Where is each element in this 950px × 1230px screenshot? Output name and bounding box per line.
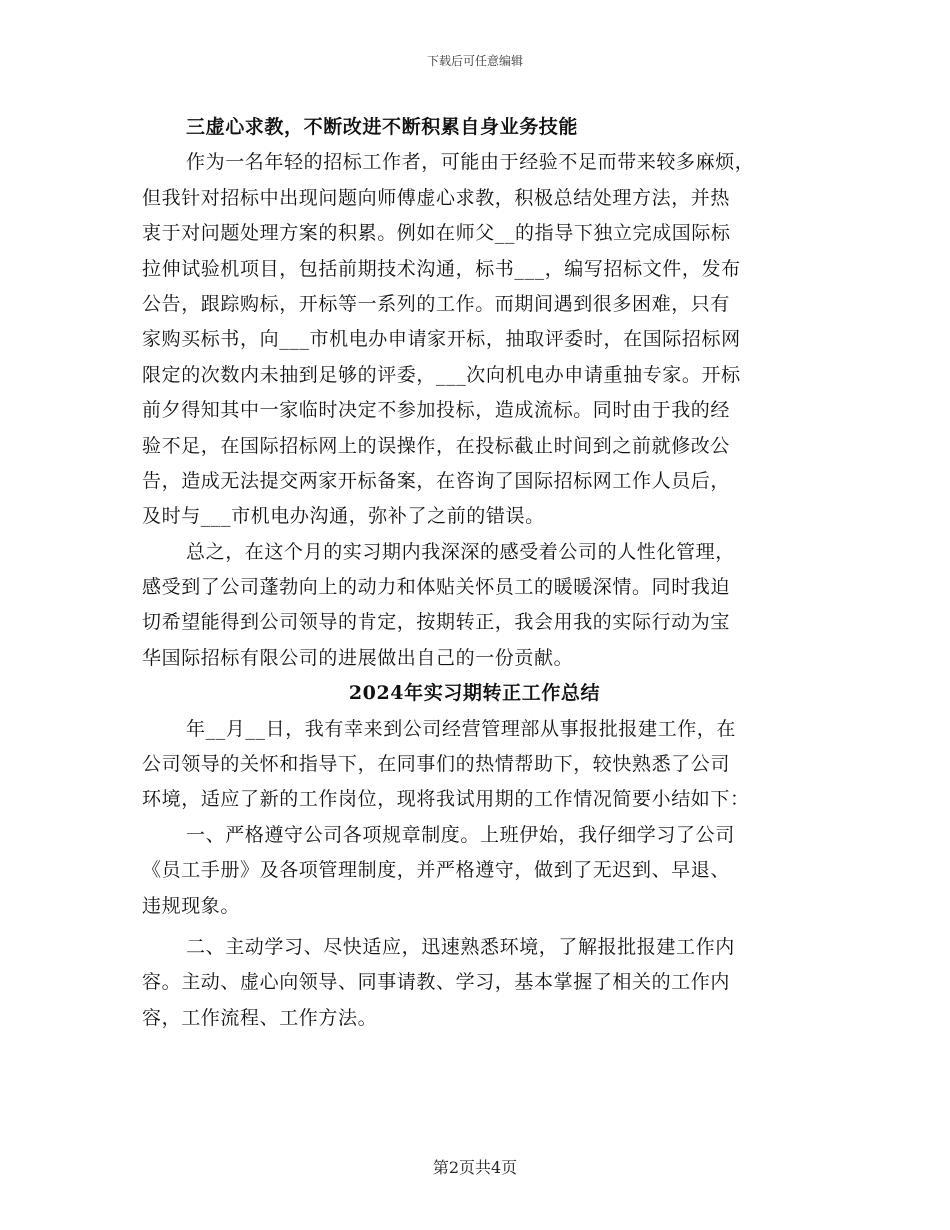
text-line: 前夕得知其中一家临时决定不参加投标，造成流标。同时由于我的经 [142, 399, 731, 422]
text-line: 容，工作流程、工作方法。 [142, 1006, 378, 1029]
text-line: 衷于对问题处理方案的积累。例如在师父__的指导下独立完成国际标 [142, 222, 731, 245]
text-line: 作为一名年轻的招标工作者，可能由于经验不足而带来较多麻烦， [186, 151, 755, 174]
page-footer: 第2页共4页 [432, 1158, 518, 1177]
summary-paragraph-3 [142, 930, 807, 1036]
text-line: 华国际招标有限公司的进展做出自己的一份贡献。 [142, 646, 574, 669]
text-line: 违规现象。 [142, 894, 241, 917]
text-line: 验不足，在国际招标网上的误操作，在投标截止时间到之前就修改公 [142, 434, 731, 457]
text-line: 拉伸试验机项目，包括前期技术沟通，标书___，编写招标文件，发布 [142, 257, 741, 280]
text-line: 一、严格遵守公司各项规章制度。上班伊始，我仔细学习了公司 [186, 823, 735, 846]
document-title: 2024年实习期转正工作总结 [348, 682, 601, 705]
text-line: 家购买标书，向___市机电办申请家开标，抽取评委时，在国际招标网 [142, 328, 741, 351]
text-line: 总之，在这个月的实习期内我深深的感受着公司的人性化管理， [186, 540, 735, 563]
paragraph-2 [142, 535, 807, 677]
text-line: 但我针对招标中出现问题向师傅虚心求教，积极总结处理方法，并热 [142, 186, 731, 209]
text-line: 限定的次数内未抽到足够的评委，___次向机电办申请重抽专家。开标 [142, 363, 741, 386]
text-line: 容。主动、虚心向领导、同事请教、学习，基本掌握了相关的工作内 [142, 971, 731, 994]
page-header: 下载后可任意编辑 [426, 54, 523, 68]
text-line: 公司领导的关怀和指导下，在同事们的热情帮助下，较快熟悉了公司 [142, 753, 731, 776]
text-line: 环境，适应了新的工作岗位，现将我试用期的工作情况简要小结如下： [142, 788, 750, 811]
text-line: 年__月__日，我有幸来到公司经营管理部从事报批报建工作，在 [186, 717, 737, 740]
text-line: 感受到了公司蓬勃向上的动力和体贴关怀员工的暖暖深情。同时我迫 [142, 576, 731, 599]
paragraph-1 [142, 145, 807, 534]
text-line: 告，造成无法提交两家开标备案，在咨询了国际招标网工作人员后， [142, 469, 731, 492]
text-line: 二、主动学习、尽快适应，迅速熟悉环境，了解报批报建工作内 [186, 935, 735, 958]
summary-paragraph-2 [142, 818, 807, 924]
document-body [142, 110, 807, 1036]
text-line: 公告，跟踪购标，开标等一系列的工作。而期间遇到很多困难，只有 [142, 292, 731, 315]
summary-paragraph-1 [142, 712, 807, 818]
text-line: 及时与___市机电办沟通，弥补了之前的错误。 [142, 505, 545, 528]
text-line: 切希望能得到公司领导的肯定，按期转正，我会用我的实际行动为宝 [142, 611, 731, 634]
text-line: 《员工手册》及各项管理制度，并严格遵守，做到了无迟到、早退、 [142, 859, 731, 882]
section-heading: 三虚心求教，不断改进不断积累自身业务技能 [186, 116, 579, 138]
